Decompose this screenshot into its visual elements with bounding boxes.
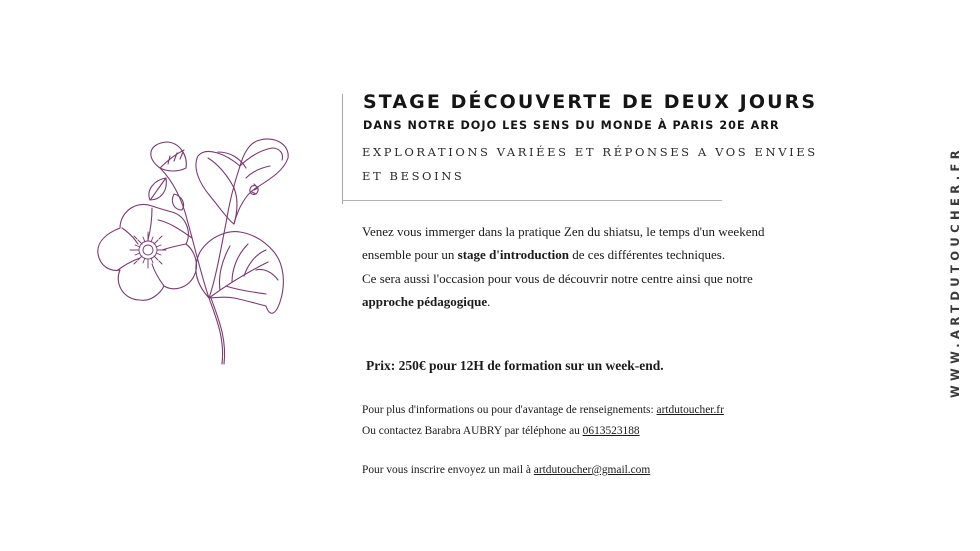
flower-illustration <box>88 128 298 368</box>
description <box>362 220 782 313</box>
horizontal-divider <box>342 200 722 201</box>
description-text: . <box>487 293 491 309</box>
contact-info <box>362 400 792 442</box>
phone-line <box>362 421 792 442</box>
price-text: Prix: 250€ pour 12H de formation sur un week-end. <box>366 358 664 373</box>
phone-text: Ou contactez Barabra AUBRY par téléphone au <box>362 425 583 437</box>
page-title: STAGE DÉCOUVERTE DE DEUX JOURS <box>363 91 818 113</box>
email-link[interactable]: artdutoucher@gmail.com <box>533 464 651 476</box>
tagline: EXPLORATIONS VARIÉES ET RÉPONSES A VOS ENVIES ET BESOINS <box>362 145 818 183</box>
phone-link[interactable]: 0613523188 <box>582 425 640 437</box>
page-subtitle: DANS NOTRE DOJO LES SENS DU MONDE À PARIS 20E ARR <box>363 119 780 132</box>
signup-line <box>362 460 650 481</box>
description-text: de ces différentes techniques. <box>569 247 726 263</box>
info-text: Pour plus d'informations ou pour d'avantage de renseignements: <box>362 404 657 416</box>
description-paragraph-1 <box>362 220 782 267</box>
description-text: Ce sera aussi l'occasion pour vous de découvrir notre centre ainsi que notre <box>362 270 753 286</box>
website-link[interactable]: artdutoucher.fr <box>656 404 724 416</box>
vertical-divider <box>342 94 343 204</box>
description-text: Venez vous immerger dans la pratique Zen du shiatsu, le temps d'un weekend ensemble pour un <box>362 224 765 263</box>
info-line <box>362 400 792 421</box>
description-paragraph-2 <box>362 267 782 314</box>
signup-text: Pour vous inscrire envoyez un mail à <box>362 464 534 476</box>
side-website-text: WWW.ARTDUTOUCHER.FR <box>948 145 962 399</box>
description-emphasis: approche pédagogique <box>362 293 488 309</box>
description-emphasis: stage d'introduction <box>457 247 570 263</box>
